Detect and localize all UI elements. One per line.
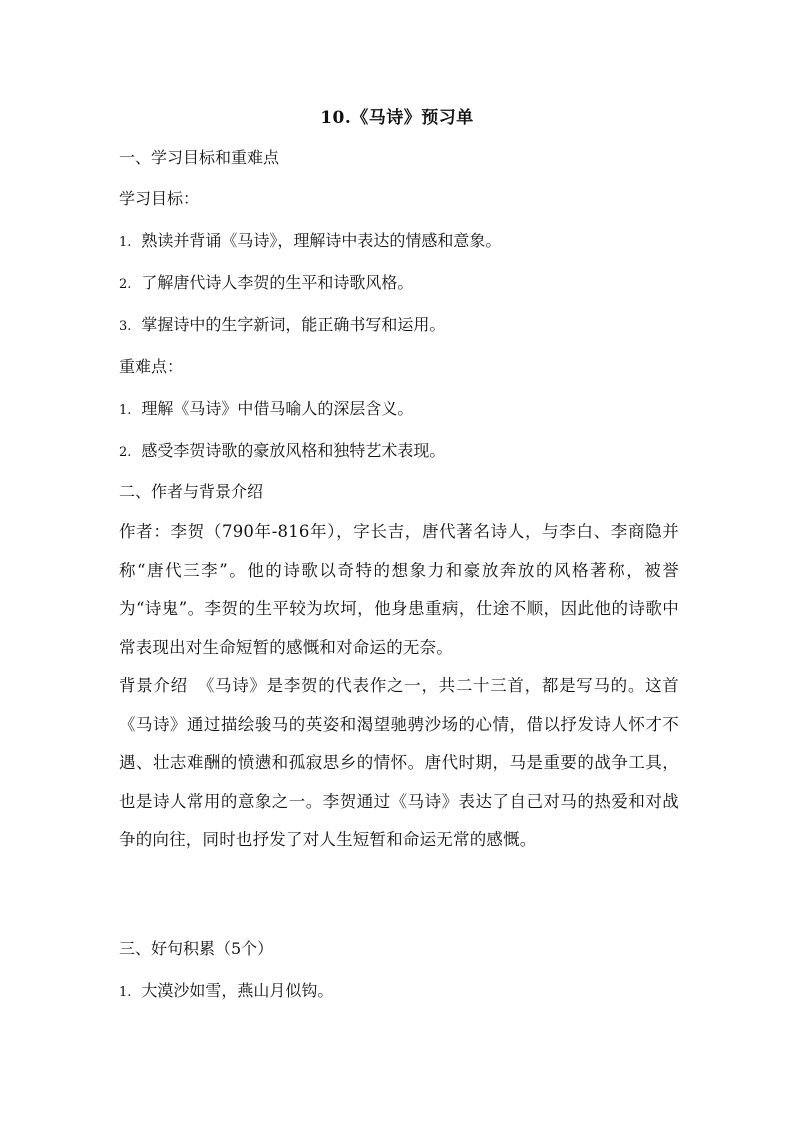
section2-heading: 二、作者与背景介绍	[119, 482, 264, 501]
goal-number: 1.	[119, 235, 132, 250]
key-point-number: 1.	[119, 403, 132, 418]
section1-heading: 一、学习目标和重难点	[119, 148, 280, 167]
key-points-label: 重难点：	[119, 357, 184, 376]
goal-item	[119, 231, 679, 253]
background-label: 背景介绍	[119, 676, 188, 695]
key-point-text: 感受李贺诗歌的豪放风格和独特艺术表现。	[141, 441, 446, 460]
key-point-text: 理解《马诗》中借马喻人的深层含义。	[141, 399, 414, 418]
section3-heading: 三、好句积累（5个）	[119, 939, 274, 958]
document-title: 10.《马诗》预习单	[320, 108, 474, 128]
goals-label: 学习目标：	[119, 189, 200, 208]
goal-number: 3.	[119, 319, 132, 334]
goal-text: 掌握诗中的生字新词，能正确书写和运用。	[141, 315, 446, 334]
key-point-number: 2.	[119, 445, 132, 460]
goal-number: 2.	[119, 277, 132, 292]
sentence-text: 大漠沙如雪，燕山月似钩。	[141, 981, 334, 1000]
sentence-item	[119, 981, 679, 1003]
goal-item	[119, 273, 679, 295]
author-paragraph: 作者：李贺（790年-816年），字长吉，唐代著名诗人，与李白、李商隐并称“唐代三李”。他的诗歌以奇特的想象力和豪放奔放的风格著称，被誉为“诗鬼”。李贺的生平较为坎坷，他身患重病，仕途不顺，因此他的诗歌中常表现出对生命短暂的感慨和对命运的无奈。	[119, 522, 679, 657]
background-paragraph	[119, 667, 679, 860]
goal-text: 熟读并背诵《马诗》，理解诗中表达的情感和意象。	[141, 231, 502, 250]
background-text: 《马诗》是李贺的代表作之一，共二十三首，都是写马的。这首《马诗》通过描绘骏马的英姿和渴望驰骋沙场的心情，借以抒发诗人怀才不遇、壮志难酬的愤懑和孤寂思乡的情怀。唐代时期，马是重要的战争工具，也是诗人常用的意象之一。李贺通过《马诗》表达了自己对马的热爱和对战争的向往，同时也抒发了对人生短暂和命运无常的感慨。	[119, 676, 679, 849]
key-point-item	[119, 441, 679, 463]
key-point-item	[119, 399, 679, 421]
goal-text: 了解唐代诗人李贺的生平和诗歌风格。	[141, 273, 414, 292]
sentence-number: 1.	[119, 985, 132, 1000]
goal-item	[119, 315, 679, 337]
